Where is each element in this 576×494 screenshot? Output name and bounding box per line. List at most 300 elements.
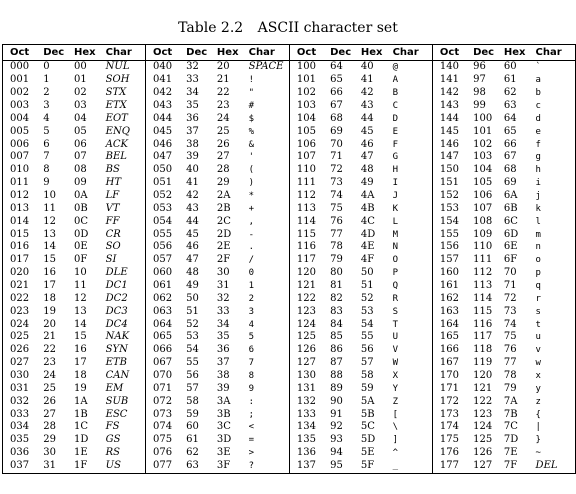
- cell-dec: 62: [186, 447, 199, 459]
- cell-hex: 56: [360, 344, 374, 356]
- cell-oct: 166: [432, 344, 473, 357]
- cell-hex: 7D: [503, 434, 519, 446]
- cell-dec: 58: [186, 395, 199, 407]
- cell-hex: 4A: [360, 190, 375, 202]
- cell-hex: 5D: [360, 434, 376, 446]
- cell-oct: 110: [289, 164, 330, 177]
- table-row: [3, 280, 576, 293]
- cell-hex: 2B: [216, 202, 231, 214]
- cell-oct: 031: [3, 382, 44, 395]
- cell-char: V: [392, 345, 398, 356]
- cell-char: R: [392, 293, 398, 304]
- cell-oct: 001: [3, 74, 44, 87]
- cell-oct: 055: [145, 228, 186, 241]
- cell-char: A: [392, 75, 398, 86]
- cell-oct: 160: [432, 267, 473, 280]
- cell-char: f: [536, 138, 576, 151]
- cell-oct: 070: [145, 370, 186, 383]
- cell-char: RS: [105, 447, 121, 459]
- col-header-dec: Dec: [43, 45, 74, 61]
- cell-hex: 27: [216, 151, 230, 163]
- cell-dec: 73: [330, 177, 343, 189]
- cell-char: _: [393, 460, 433, 473]
- cell-oct: 105: [289, 125, 330, 138]
- cell-oct: 127: [289, 357, 330, 370]
- cell-hex: 64: [503, 112, 517, 124]
- cell-hex: 7F: [504, 460, 536, 473]
- table-row: [3, 112, 576, 125]
- cell-char: K: [392, 203, 398, 214]
- cell-dec: 127: [473, 460, 504, 473]
- cell-oct: 013: [3, 202, 44, 215]
- cell-oct: 161: [432, 280, 473, 293]
- cell-oct: 156: [432, 241, 473, 254]
- cell-dec: 37: [186, 125, 199, 137]
- cell-dec: 14: [43, 241, 56, 253]
- cell-hex: 1C: [73, 421, 88, 433]
- cell-dec: 76: [330, 215, 343, 227]
- cell-dec: 39: [186, 151, 199, 163]
- cell-dec: 90: [330, 395, 343, 407]
- table-body: [3, 61, 576, 474]
- cell-hex: 69: [503, 177, 517, 189]
- cell-dec: 83: [330, 305, 343, 317]
- cell-oct: 170: [432, 370, 473, 383]
- cell-oct: 045: [145, 125, 186, 138]
- cell-char: 1: [248, 281, 255, 292]
- cell-oct: 033: [3, 408, 44, 421]
- cell-dec: 23: [43, 357, 56, 369]
- cell-oct: 173: [432, 408, 473, 421]
- cell-hex: 35: [216, 331, 230, 343]
- cell-char: -: [248, 229, 255, 240]
- cell-char: =: [248, 435, 255, 446]
- cell-hex: 7B: [503, 408, 518, 420]
- cell-oct: 036: [3, 447, 44, 460]
- cell-hex: 01: [73, 74, 87, 86]
- cell-char: n: [536, 241, 576, 254]
- cell-hex: 2C: [216, 215, 231, 227]
- cell-char: SPACE: [248, 61, 284, 73]
- cell-char: L: [392, 216, 398, 227]
- cell-hex: 3D: [216, 434, 232, 446]
- cell-dec: 46: [186, 241, 199, 253]
- cell-dec: 55: [186, 357, 199, 369]
- cell-hex: 26: [216, 138, 230, 150]
- cell-dec: 74: [330, 190, 343, 202]
- cell-oct: 154: [432, 215, 473, 228]
- cell-dec: 49: [186, 280, 199, 292]
- table-row: [3, 87, 576, 100]
- cell-dec: 94: [330, 447, 343, 459]
- cell-dec: 110: [473, 241, 493, 253]
- cell-char: #: [248, 101, 255, 111]
- cell-oct: 000: [3, 61, 44, 74]
- cell-hex: 28: [216, 164, 230, 176]
- cell-oct: 053: [145, 202, 186, 215]
- table-row: [3, 344, 576, 357]
- cell-hex: 2F: [216, 254, 231, 266]
- cell-oct: 077: [145, 460, 186, 473]
- cell-dec: 36: [186, 112, 199, 124]
- cell-char: E: [392, 126, 398, 137]
- cell-dec: 121: [473, 382, 493, 394]
- cell-dec: 72: [330, 164, 343, 176]
- cell-oct: 071: [145, 382, 186, 395]
- cell-hex: 67: [503, 151, 517, 163]
- cell-hex: 2D: [216, 228, 232, 240]
- cell-char: $: [248, 113, 255, 124]
- cell-hex: 5E: [360, 447, 375, 459]
- cell-oct: 002: [3, 87, 44, 100]
- cell-oct: 026: [3, 344, 44, 357]
- cell-hex: 3F: [217, 460, 249, 473]
- cell-char: j: [536, 190, 576, 203]
- cell-char: g: [536, 151, 576, 164]
- cell-oct: 021: [3, 280, 44, 293]
- cell-hex: 6C: [503, 215, 518, 227]
- cell-dec: 47: [186, 254, 199, 266]
- cell-dec: 20: [43, 318, 56, 330]
- cell-oct: 133: [289, 408, 330, 421]
- col-header-dec: Dec: [473, 45, 504, 61]
- cell-hex: 0A: [73, 190, 88, 202]
- table-row: [3, 228, 576, 241]
- cell-char: SOH: [105, 74, 130, 86]
- cell-oct: 003: [3, 100, 44, 113]
- cell-oct: 172: [432, 395, 473, 408]
- cell-hex: 63: [503, 100, 517, 111]
- cell-dec: 12: [43, 215, 56, 227]
- cell-dec: 79: [330, 254, 343, 266]
- cell-dec: 15: [43, 254, 56, 266]
- cell-oct: 016: [3, 241, 44, 254]
- cell-hex: 1A: [73, 395, 88, 407]
- cell-char: GS: [105, 434, 121, 446]
- cell-dec: 120: [473, 370, 493, 382]
- cell-dec: 125: [473, 434, 493, 446]
- cell-hex: 44: [360, 112, 374, 124]
- cell-oct: 064: [145, 318, 186, 331]
- cell-char: ?: [249, 460, 290, 473]
- cell-hex: 1D: [73, 434, 89, 446]
- cell-char: ': [248, 152, 255, 163]
- cell-oct: 076: [145, 447, 186, 460]
- cell-hex: 46: [360, 138, 374, 150]
- col-header-hex: Hex: [504, 45, 536, 61]
- cell-oct: 035: [3, 434, 44, 447]
- cell-oct: 174: [432, 421, 473, 434]
- cell-oct: 046: [145, 138, 186, 151]
- cell-oct: 074: [145, 421, 186, 434]
- cell-dec: 10: [43, 190, 56, 202]
- table-row: [3, 408, 576, 421]
- cell-oct: 050: [145, 164, 186, 177]
- cell-dec: 122: [473, 395, 493, 407]
- cell-dec: 108: [473, 215, 493, 227]
- cell-dec: 24: [43, 370, 56, 382]
- cell-dec: 93: [330, 434, 343, 446]
- cell-hex: 37: [216, 357, 230, 369]
- cell-hex: 61: [503, 74, 517, 86]
- col-header-char: Char: [393, 45, 433, 61]
- cell-dec: 63: [186, 460, 217, 473]
- cell-char: a: [536, 74, 576, 87]
- cell-dec: 71: [330, 151, 343, 163]
- cell-char: BS: [105, 164, 120, 176]
- cell-char: SYN: [105, 344, 128, 356]
- cell-hex: 3E: [216, 447, 231, 459]
- cell-oct: 177: [432, 460, 473, 473]
- cell-hex: 33: [216, 305, 230, 317]
- cell-char: b: [536, 87, 576, 100]
- cell-char: H: [392, 165, 398, 176]
- cell-dec: 123: [473, 408, 493, 420]
- col-header-dec: Dec: [186, 45, 217, 61]
- cell-oct: 011: [3, 177, 44, 190]
- cell-oct: 153: [432, 202, 473, 215]
- cell-oct: 121: [289, 280, 330, 293]
- cell-char: w: [536, 357, 576, 370]
- cell-char: 2: [248, 293, 255, 304]
- cell-dec: 65: [330, 74, 343, 86]
- cell-hex: 0C: [73, 215, 88, 227]
- cell-hex: 5F: [361, 460, 393, 473]
- cell-char: s: [536, 305, 576, 318]
- cell-char: r: [536, 292, 576, 305]
- cell-char: !: [248, 75, 255, 86]
- cell-hex: 20: [216, 61, 230, 73]
- cell-hex: 7C: [503, 421, 518, 433]
- cell-hex: 0E: [73, 241, 88, 253]
- cell-dec: 114: [473, 292, 493, 304]
- cell-char: ;: [248, 409, 255, 420]
- cell-oct: 114: [289, 215, 330, 228]
- cell-char: ENQ: [105, 125, 130, 137]
- cell-dec: 82: [330, 292, 343, 304]
- cell-char: C: [392, 101, 398, 111]
- cell-hex: 40: [360, 61, 374, 73]
- cell-dec: 38: [186, 138, 199, 150]
- table-row: [3, 318, 576, 331]
- cell-dec: 45: [186, 228, 199, 240]
- cell-oct: 056: [145, 241, 186, 254]
- table-row: [3, 125, 576, 138]
- cell-oct: 037: [3, 460, 44, 473]
- cell-hex: 68: [503, 164, 517, 176]
- cell-hex: 49: [360, 177, 374, 189]
- cell-dec: 30: [43, 447, 56, 459]
- cell-oct: 005: [3, 125, 44, 138]
- cell-oct: 051: [145, 177, 186, 190]
- col-header-hex: Hex: [74, 45, 106, 61]
- cell-oct: 012: [3, 190, 44, 203]
- cell-hex: 14: [73, 318, 87, 330]
- cell-oct: 122: [289, 292, 330, 305]
- cell-hex: 54: [360, 318, 374, 330]
- cell-dec: 61: [186, 434, 199, 446]
- cell-char: DLE: [105, 267, 128, 279]
- cell-hex: 06: [73, 138, 87, 150]
- cell-dec: 1: [43, 74, 50, 86]
- cell-hex: 6D: [503, 228, 519, 240]
- cell-hex: 5A: [360, 395, 375, 407]
- cell-char: /: [248, 255, 255, 266]
- table-row: [3, 421, 576, 434]
- cell-hex: 53: [360, 305, 374, 317]
- cell-char: y: [536, 382, 576, 395]
- cell-hex: 39: [216, 382, 230, 394]
- cell-char: k: [536, 202, 576, 215]
- cell-hex: 00: [73, 61, 87, 73]
- cell-char: <: [248, 422, 255, 433]
- cell-char: :: [248, 396, 255, 407]
- table-row: [3, 305, 576, 318]
- cell-hex: 74: [503, 318, 517, 330]
- cell-char: CR: [105, 228, 121, 240]
- cell-char: ~: [536, 447, 576, 460]
- cell-oct: 137: [289, 460, 330, 473]
- cell-oct: 163: [432, 305, 473, 318]
- cell-oct: 123: [289, 305, 330, 318]
- cell-oct: 041: [145, 74, 186, 87]
- cell-char: (: [248, 165, 255, 176]
- cell-hex: 6A: [503, 190, 518, 202]
- cell-hex: 48: [360, 164, 374, 176]
- cell-char: q: [536, 280, 576, 293]
- cell-char: M: [392, 229, 398, 240]
- cell-hex: 59: [360, 382, 374, 394]
- cell-dec: 25: [43, 382, 56, 394]
- cell-hex: 72: [503, 292, 517, 304]
- cell-char: LF: [105, 190, 120, 202]
- cell-hex: 0F: [73, 254, 88, 266]
- cell-oct: 020: [3, 267, 44, 280]
- cell-oct: 067: [145, 357, 186, 370]
- table-row: [3, 164, 576, 177]
- cell-char: 0: [248, 268, 255, 279]
- cell-hex: 04: [73, 112, 87, 124]
- cell-dec: 103: [473, 151, 493, 163]
- cell-dec: 54: [186, 344, 199, 356]
- cell-char: 4: [248, 319, 255, 330]
- table-row: [3, 460, 576, 473]
- cell-dec: 102: [473, 138, 493, 150]
- cell-oct: 102: [289, 87, 330, 100]
- cell-oct: 007: [3, 151, 44, 164]
- cell-hex: 0D: [73, 228, 89, 240]
- cell-hex: 08: [73, 164, 87, 176]
- cell-char: c: [536, 100, 576, 113]
- table-row: [3, 267, 576, 280]
- cell-hex: 7E: [503, 447, 518, 459]
- cell-dec: 96: [473, 61, 486, 73]
- cell-hex: 19: [73, 382, 87, 394]
- cell-dec: 11: [43, 202, 56, 214]
- cell-dec: 27: [43, 408, 56, 420]
- cell-hex: 4B: [360, 202, 375, 214]
- cell-oct: 043: [145, 100, 186, 113]
- cell-char: {: [536, 408, 576, 421]
- cell-dec: 89: [330, 382, 343, 394]
- cell-dec: 111: [473, 254, 493, 266]
- cell-hex: 38: [216, 370, 230, 382]
- cell-char: DEL: [536, 460, 576, 473]
- cell-oct: 023: [3, 305, 44, 318]
- cell-char: W: [392, 358, 398, 369]
- cell-oct: 025: [3, 331, 44, 344]
- cell-oct: 162: [432, 292, 473, 305]
- cell-dec: 64: [330, 61, 343, 73]
- cell-char: EM: [105, 382, 124, 394]
- cell-dec: 67: [330, 100, 343, 111]
- cell-hex: 78: [503, 370, 517, 382]
- table-number: Table 2.2: [178, 20, 244, 36]
- cell-oct: 060: [145, 267, 186, 280]
- cell-char: [: [392, 409, 398, 420]
- cell-oct: 150: [432, 164, 473, 177]
- cell-char: I: [392, 178, 398, 189]
- table-row: [3, 215, 576, 228]
- cell-dec: 119: [473, 357, 493, 369]
- cell-dec: 43: [186, 202, 199, 214]
- table-caption: [0, 20, 576, 36]
- cell-char: Q: [392, 281, 398, 292]
- cell-char: m: [536, 228, 576, 241]
- cell-hex: 50: [360, 267, 374, 279]
- cell-hex: 31: [216, 280, 230, 292]
- cell-hex: 57: [360, 357, 374, 369]
- cell-char: VT: [105, 202, 120, 214]
- cell-char: Z: [392, 396, 398, 407]
- cell-oct: 072: [145, 395, 186, 408]
- cell-dec: 7: [43, 151, 50, 163]
- cell-char: h: [536, 164, 576, 177]
- cell-hex: 77: [503, 357, 517, 369]
- cell-oct: 146: [432, 138, 473, 151]
- cell-dec: 101: [473, 125, 493, 137]
- cell-dec: 18: [43, 292, 56, 304]
- cell-hex: 05: [73, 125, 87, 137]
- cell-oct: 017: [3, 254, 44, 267]
- cell-char: SI: [105, 254, 117, 266]
- cell-hex: 1E: [73, 447, 88, 459]
- cell-oct: 145: [432, 125, 473, 138]
- cell-char: J: [392, 191, 398, 202]
- cell-dec: 116: [473, 318, 493, 330]
- cell-oct: 113: [289, 202, 330, 215]
- cell-hex: 1F: [74, 460, 106, 473]
- cell-char: HT: [105, 177, 122, 189]
- cell-hex: 34: [216, 318, 230, 330]
- cell-char: }: [536, 434, 576, 447]
- cell-char: D: [392, 113, 398, 124]
- cell-dec: 48: [186, 267, 199, 279]
- cell-hex: 3A: [216, 395, 231, 407]
- cell-hex: 4C: [360, 215, 375, 227]
- cell-dec: 34: [186, 87, 199, 99]
- cell-oct: 063: [145, 305, 186, 318]
- cell-hex: 76: [503, 344, 517, 356]
- cell-dec: 112: [473, 267, 493, 279]
- cell-char: ): [248, 178, 255, 189]
- cell-oct: 157: [432, 254, 473, 267]
- cell-char: u: [536, 331, 576, 344]
- cell-char: .: [248, 242, 255, 253]
- cell-hex: 09: [73, 177, 87, 189]
- col-header-char: Char: [106, 45, 146, 61]
- table-header: [3, 45, 576, 61]
